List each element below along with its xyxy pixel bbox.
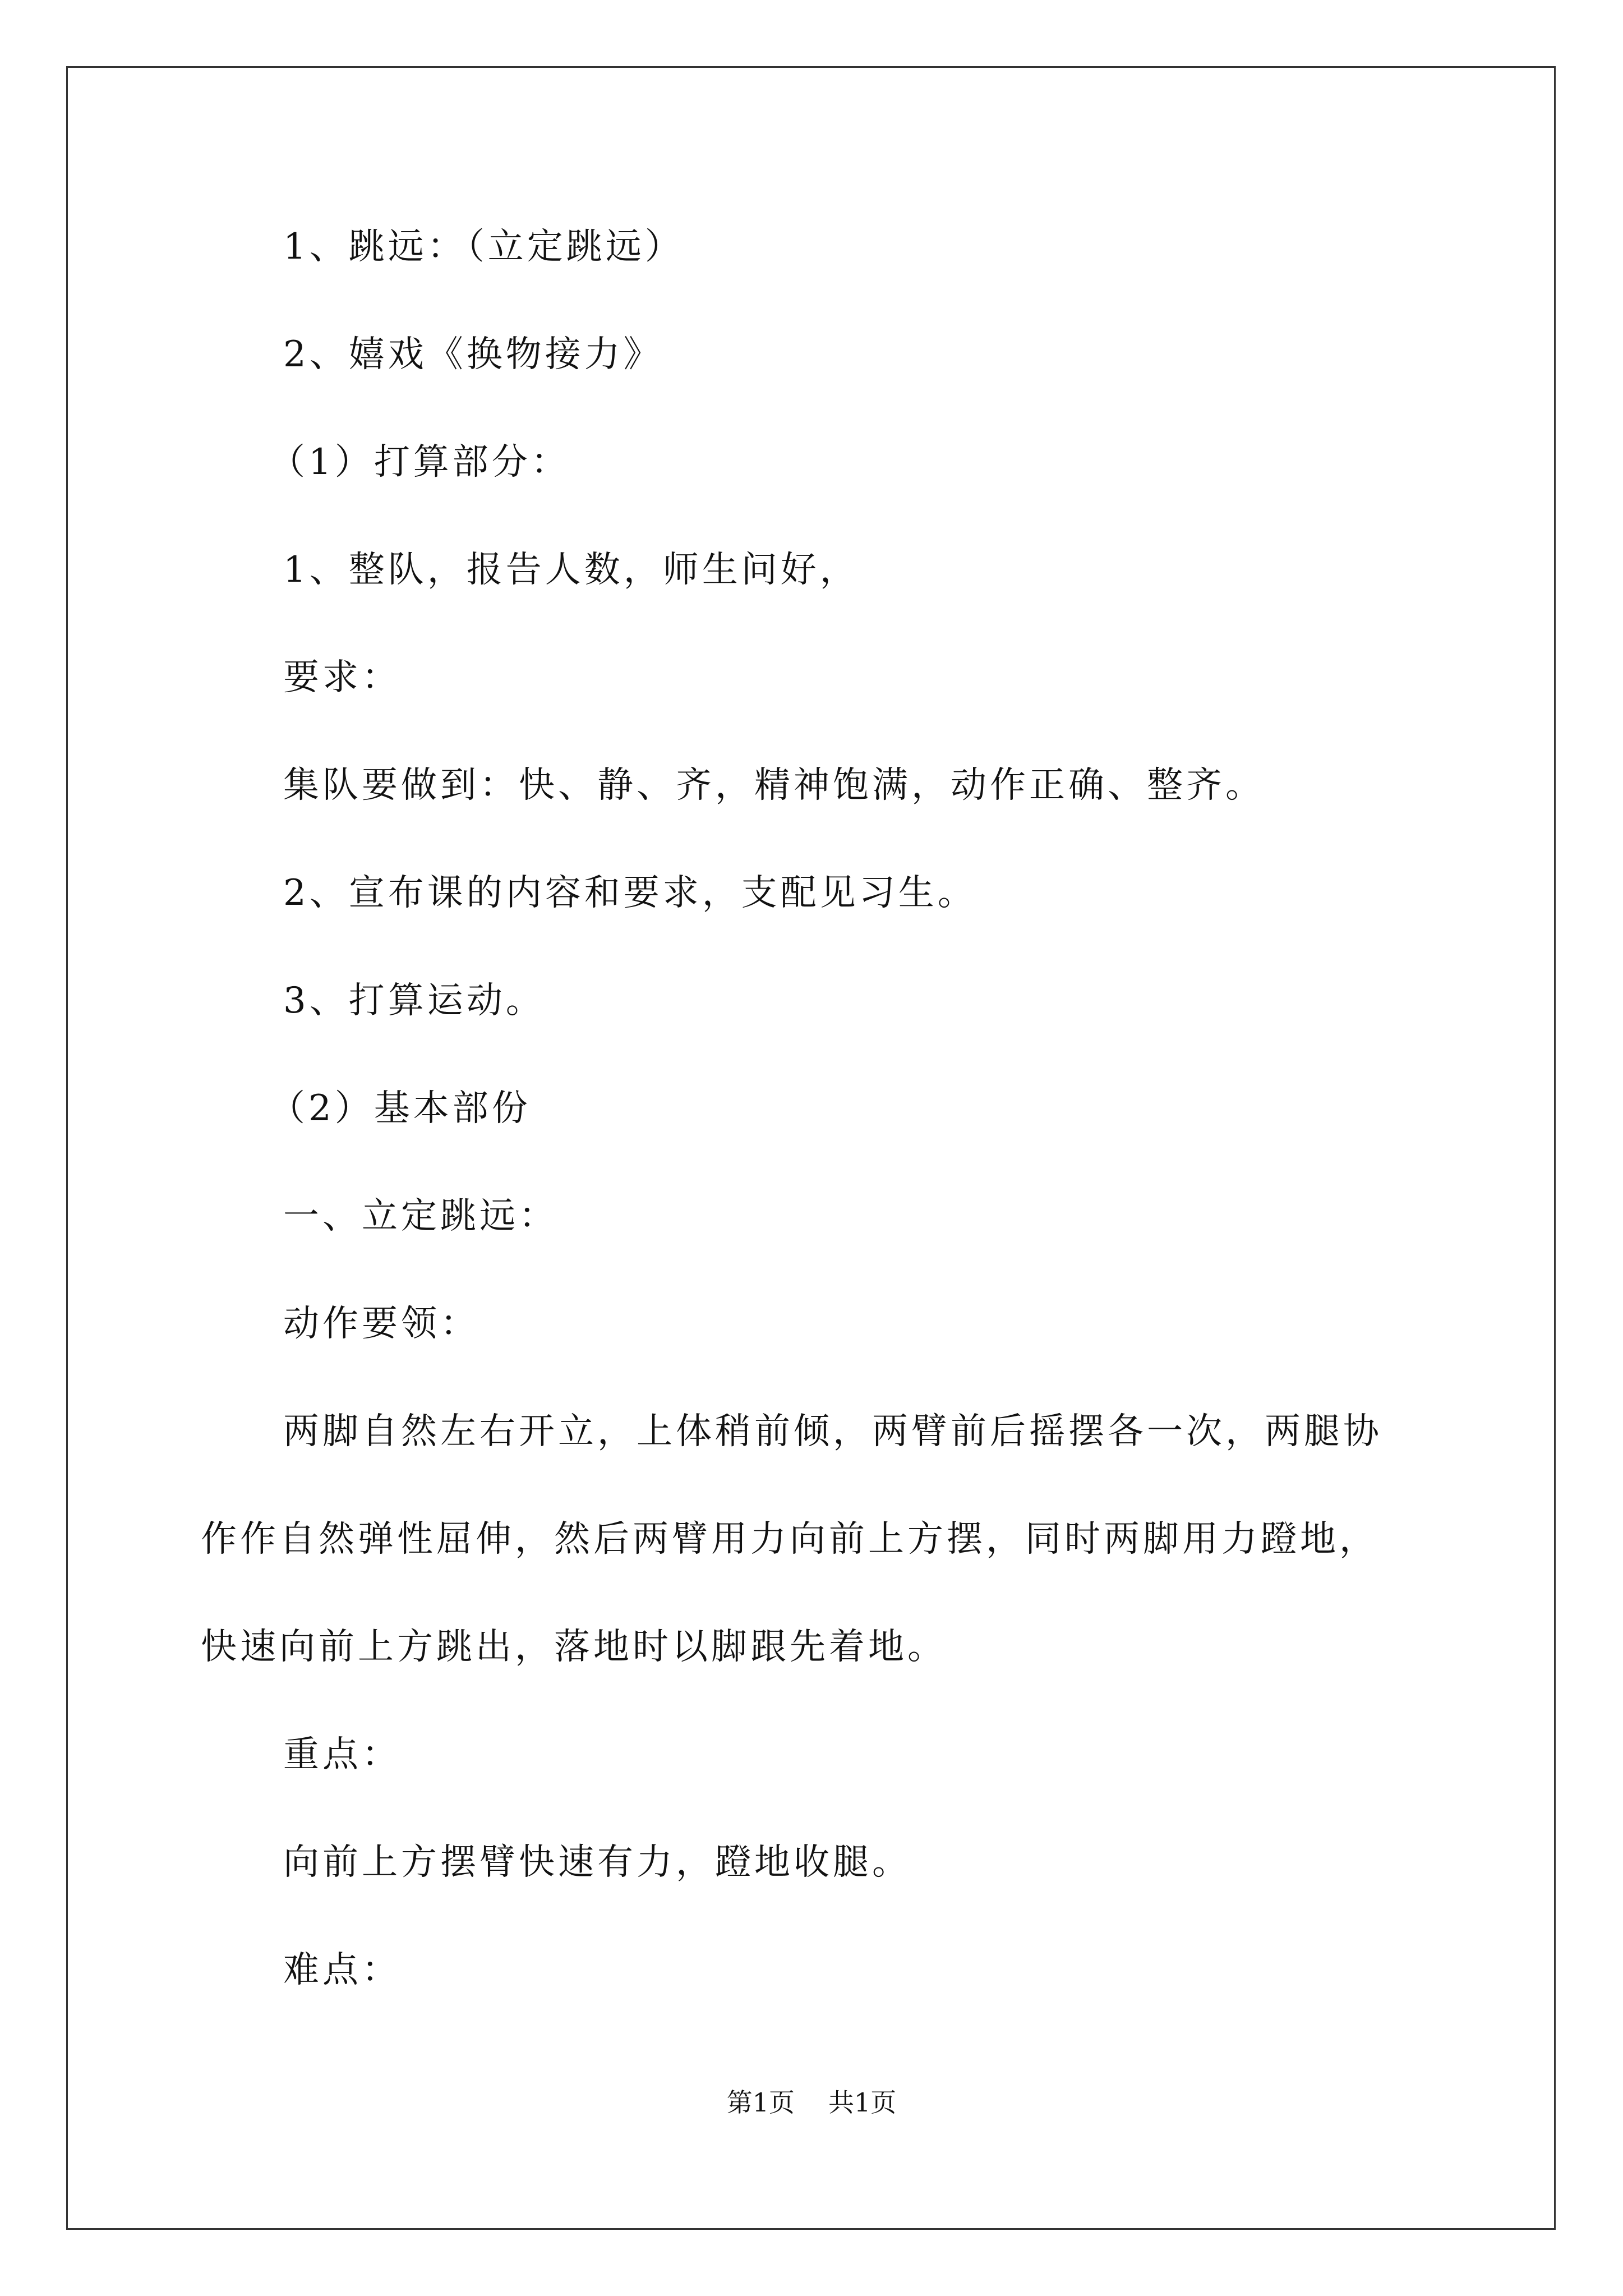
paragraph-difficulty: 难点：: [283, 1949, 401, 1991]
document-body: [201, 220, 1435, 2051]
page-footer: [0, 2087, 1623, 2118]
long-paragraph-line-1: 两脚自然左右开立，上体稍前倾，两臂前后摇摆各一次，两腿协: [283, 1411, 1382, 1452]
page-number-total: 共1页: [828, 2087, 897, 2118]
paragraph-key-point-detail: 向前上方摆臂快速有力，蹬地收腿。: [283, 1842, 911, 1883]
paragraph-key-point: 重点：: [283, 1734, 401, 1775]
paragraph-10: 一、立定跳远：: [283, 1195, 558, 1237]
paragraph-7: 2、宣布课的内容和要求，支配见习生。: [283, 872, 977, 914]
long-paragraph-line-3: 快速向前上方跳出，落地时以脚跟先着地。: [201, 1626, 947, 1668]
page-number-current: 第1页: [726, 2087, 795, 2118]
paragraph-3: （1）打算部分：: [269, 441, 570, 483]
paragraph-6: 集队要做到：快、静、齐，精神饱满，动作正确、整齐。: [283, 765, 1265, 806]
long-paragraph: [201, 1405, 1435, 1674]
paragraph-4: 1、整队，报告人数，师生问好，: [283, 549, 859, 591]
paragraph-11: 动作要领：: [283, 1303, 479, 1345]
paragraph-5: 要求：: [283, 657, 401, 698]
paragraph-1: 1、跳远：（立定跳远）: [283, 226, 684, 268]
paragraph-9: （2）基本部份: [269, 1088, 531, 1129]
paragraph-2: 2、嬉戏《换物接力》: [283, 334, 663, 375]
paragraph-8: 3、打算运动。: [283, 980, 545, 1022]
long-paragraph-line-2: 作作自然弹性屈伸，然后两臂用力向前上方摆，同时两脚用力蹬地，: [201, 1519, 1378, 1560]
